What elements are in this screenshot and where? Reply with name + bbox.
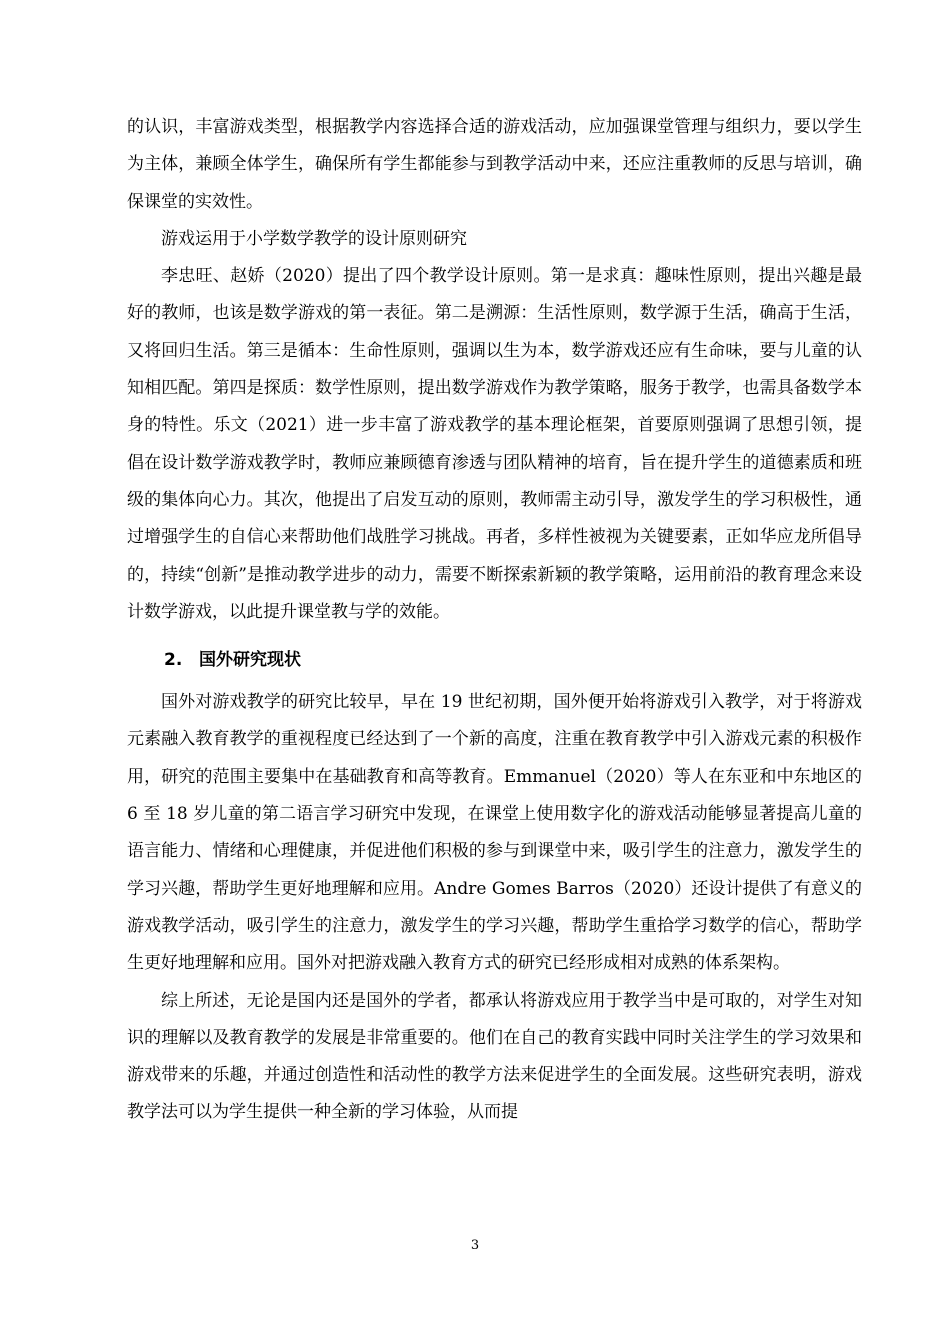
section-heading xyxy=(127,648,862,672)
paragraph-summary: 综上所述，无论是国内还是国外的学者，都承认将游戏应用于教学当中是可取的，对学生对知识的理解以及教育教学的发展是非常重要的。他们在自己的教育实践中同时关注学生的学习效果和游戏带来的乐趣，并通过创造性和活动性的教学方法来促进学生的全面发展。这些研究表明，游戏教学法可以为学生提供一种全新的学习体验，从而提 xyxy=(127,990,862,1123)
page-body xyxy=(127,109,862,1132)
page-number: 3 xyxy=(470,1238,480,1253)
section-title: 国外研究现状 xyxy=(199,650,301,671)
paragraph-design-principles: 李忠旺、赵娇（2020）提出了四个教学设计原则。第一是求真：趣味性原则，提出兴趣是最好的教师，也该是数学游戏的第一表征。第二是溯源：生活性原则，数学源于生活，确高于生活，又将回归生活。第三是循本：生命性原则，强调以生为本，数学游戏还应有生命味，要与儿童的认知相匹配。第四是探质：数学性原则，提出数学游戏作为教学策略，服务于教学，也需具备数学本身的特性。乐文（2021）进一步丰富了游戏教学的基本理论框架，首要原则强调了思想引领，提倡在设计数学游戏教学时，教师应兼顾德育渗透与团队精神的培育，旨在提升学生的道德素质和班级的集体向心力。其次，他提出了启发互动的原则，教师需主动引导，激发学生的学习积极性，通过增强学生的自信心来帮助他们战胜学习挑战。再者，多样性被视为关键要素，正如华应龙所倡导的，持续“创新”是推动教学进步的动力，需要不断探索新颖的教学策略，运用前沿的教育理念来设计数学游戏，以此提升课堂教与学的效能。 xyxy=(127,266,862,622)
subheading-design-principles: 游戏运用于小学数学教学的设计原则研究 xyxy=(161,228,467,249)
paragraph-foreign-research: 国外对游戏教学的研究比较早，早在 19 世纪初期，国外便开始将游戏引入教学，对于将游戏元素融入教育教学的重视程度已经达到了一个新的高度，注重在教育教学中引入游戏元素的积极作用，研究的范围主要集中在基础教育和高等教育。Emmanuel（2020）等人在东亚和中东地区的 6 至 18 岁儿童的第二语言学习研究中发现，在课堂上使用数字化的游戏活动能够显著提高儿童的语言能力、情绪和心理健康，并促进他们积极的参与到课堂中来，吸引学生的注意力，激发学生的学习兴趣，帮助学生更好地理解和应用。Andre Gomes Barros（2020）还设计提供了有意义的游戏教学活动，吸引学生的注意力，激发学生的学习兴趣，帮助学生重拾学习数学的信心，帮助学生更好地理解和应用。国外对把游戏融入教育方式的研究已经形成相对成熟的体系架构。 xyxy=(127,692,862,974)
paragraph-continuation: 的认识，丰富游戏类型，根据教学内容选择合适的游戏活动，应加强课堂管理与组织力，要以学生为主体，兼顾全体学生，确保所有学生都能参与到教学活动中来，还应注重教师的反思与培训，确保课堂的实效性。 xyxy=(127,117,862,212)
section-number: 2. xyxy=(164,650,183,671)
